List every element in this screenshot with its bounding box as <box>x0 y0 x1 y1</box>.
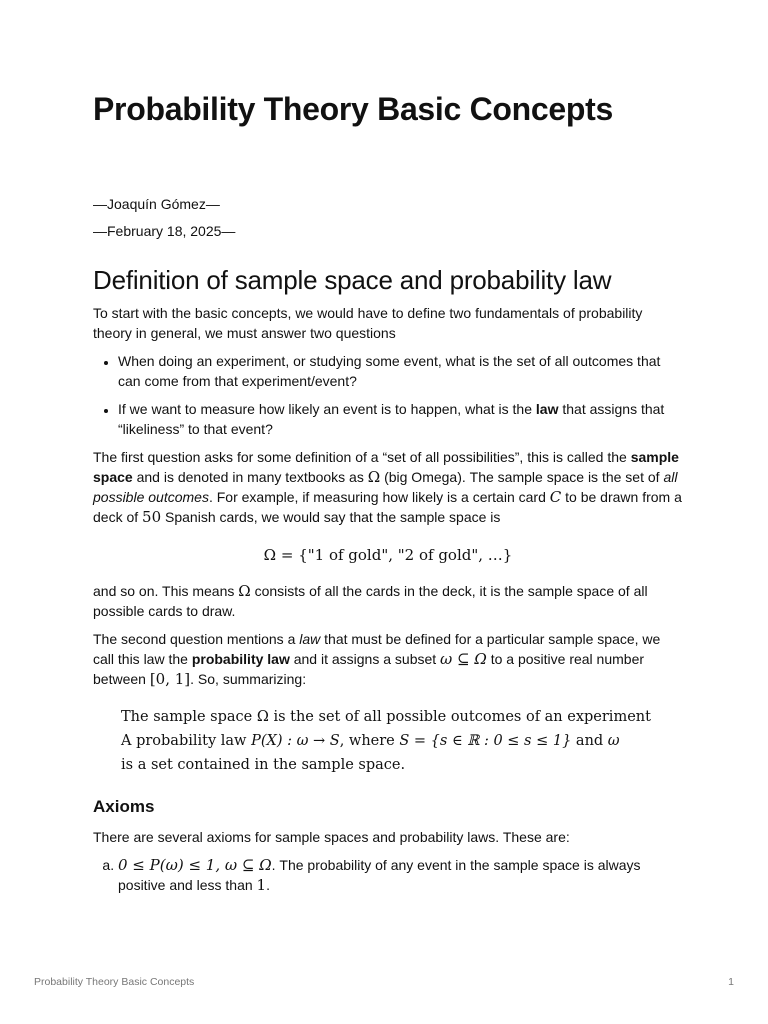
summary-line: The sample space Ω is the set of all possible outcomes of an experiment <box>121 709 651 725</box>
math-subset: ω ⊆ Ω <box>440 650 487 668</box>
math-card-variable: C <box>549 488 562 506</box>
question-list <box>93 351 683 439</box>
list-item <box>118 351 683 391</box>
sample-space-paragraph: The first question asks for some definition of a “set of all possibilities”, this is called the sample space and is denoted in many textbooks as Ω (big Omega). The sample space is the set of all possible outcomes. For example, if measuring how likely is a certain card C to be drawn from a deck of 50 Spanish cards, we would say that the sample space is <box>93 449 682 526</box>
math-deck-count: 50 <box>142 508 162 526</box>
page-number: 1 <box>728 976 734 988</box>
bold-term: sample space <box>93 449 679 485</box>
italic-term: all possible outcomes <box>93 469 678 505</box>
probability-law-paragraph: The second question mentions a law that must be defined for a particular sample space, we call this law the probability law and it assigns a subset ω ⊆ Ω to a positive real number between [0, 1]. So, summarizing: <box>93 631 661 688</box>
axioms-heading: Axioms <box>93 797 155 816</box>
summary-line: A probability law P(X) : ω → S, where S = {s ∈ ℝ : 0 ≤ s ≤ 1} and ω <box>121 733 620 749</box>
math-one: 1 <box>256 876 267 894</box>
document-title: Probability Theory Basic Concepts <box>93 91 614 127</box>
list-item: a. 0 ≤ P(ω) ≤ 1, ω ⊆ Ω. The probability of any event in the sample space is always positive and less than 1. <box>118 855 683 895</box>
math-omega-small: ω <box>607 733 620 749</box>
math-omega: Ω <box>238 582 251 600</box>
section-heading: Definition of sample space and probability law <box>93 265 612 295</box>
math-law: P(X) : ω → S <box>251 733 340 749</box>
math-axiom-a: 0 ≤ P(ω) ≤ 1, ω ⊆ Ω <box>118 856 272 874</box>
footer-title: Probability Theory Basic Concepts <box>34 976 195 988</box>
bullet-text: When doing an experiment, or studying some event, what is the set of all outcomes that can come from that experiment/event? <box>118 353 661 389</box>
bold-term: law <box>535 401 559 417</box>
intro-paragraph: To start with the basic concepts, we would have to define two fundamentals of probability theory in general, we must answer two questions <box>93 305 643 341</box>
list-item: • If we want to measure how likely an event is to happen, what is the law that assigns that “likeliness” to that event? <box>118 399 683 439</box>
display-equation: Ω = {"1 of gold", "2 of gold", …} <box>263 546 513 564</box>
author-line: —Joaquín Gómez— <box>93 196 220 212</box>
axiom-list <box>93 855 683 895</box>
math-omega: Ω <box>367 468 381 486</box>
date-line: —February 18, 2025— <box>93 223 236 239</box>
and-so-on-paragraph: and so on. This means Ω consists of all the cards in the deck, it is the sample space of all possible cards to draw. <box>93 582 648 619</box>
section-body <box>93 303 683 901</box>
math-set-s: S = {s ∈ ℝ : 0 ≤ s ≤ 1} <box>399 733 572 749</box>
axioms-intro: There are several axioms for sample spaces and probability laws. These are: <box>93 829 570 845</box>
summary-line: is a set contained in the sample space. <box>121 757 406 773</box>
summary-block <box>121 705 683 777</box>
page-footer <box>34 976 734 988</box>
bold-term: probability law <box>191 651 290 667</box>
math-interval: [0, 1] <box>149 670 191 688</box>
italic-term: law <box>299 631 321 647</box>
